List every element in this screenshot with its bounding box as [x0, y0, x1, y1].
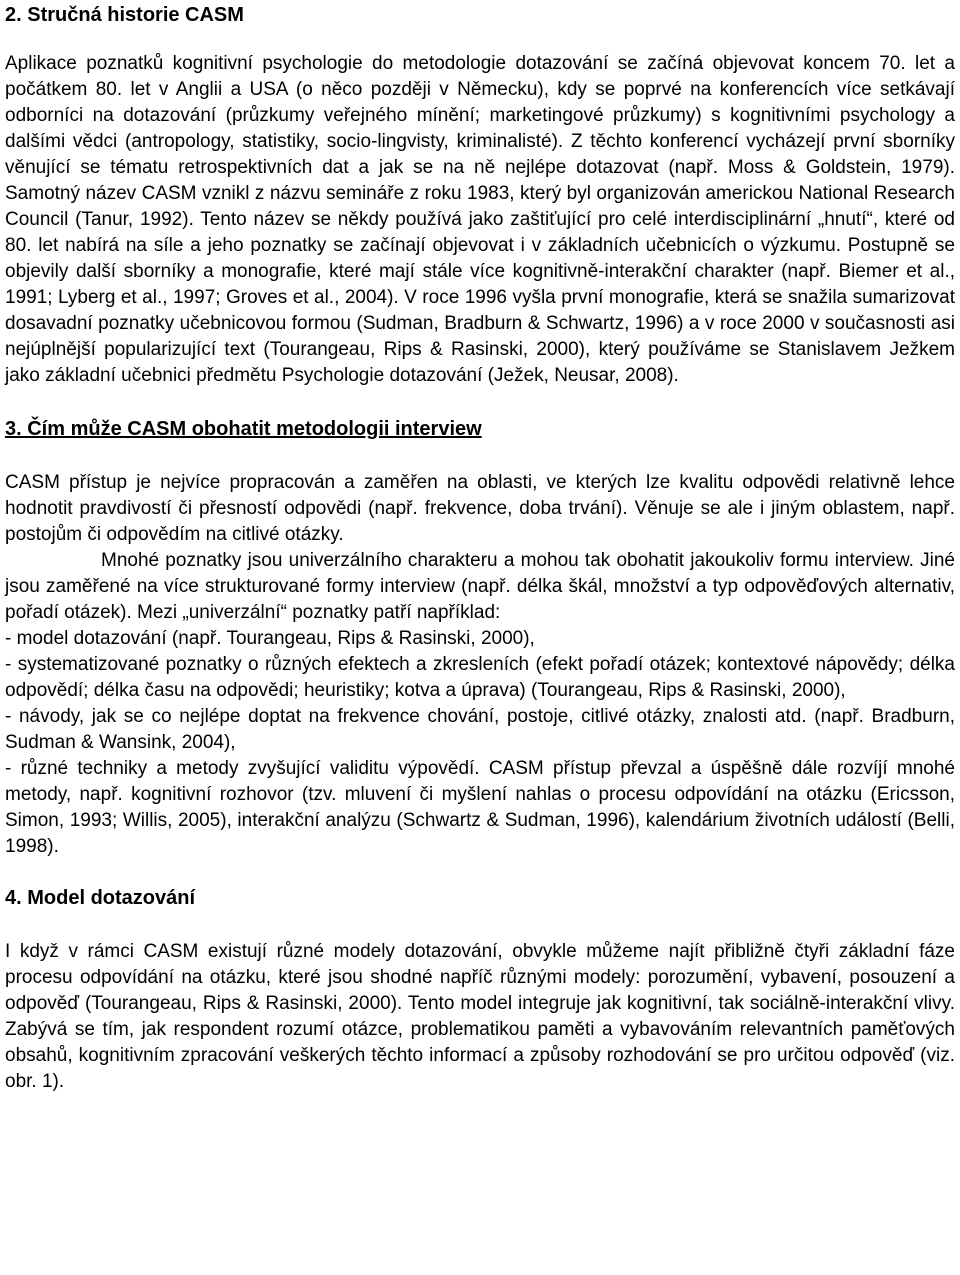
document-page: [5, 0, 955, 1095]
section-4-paragraph: I když v rámci CASM existují různé modely dotazování, obvykle můžeme najít přibližně čtyři základní fáze procesu odpovídání na otázku, které jsou shodné napříč různými modely: porozumění, vybavení, posouzení a odpověď (Tourangeau, Rips & Rasinski, 2000). Tento model integruje jak kognitivní, tak sociálně-interakční vlivy. Zabývá se tím, jak respondent rozumí otázce, problematikou paměti a vybavováním relevantních paměťových obsahů, kognitivním zpracování veškerých těchto informací a způsoby rozhodování se pro určitou odpověď (viz. obr. 1).: [5, 941, 955, 1092]
section-2-paragraph: Aplikace poznatků kognitivní psychologie do metodologie dotazování se začíná objevovat koncem 70. let a počátkem 80. let v Anglii a USA (o něco později v Německu), kdy se poprvé na konferencích více setkávají odborníci na dotazování (průzkumy veřejného mínění; marketingové průzkumy) s kognitivními psychology a dalšími vědci (antropology, statistiky, socio-lingvisty, kriminalisté). Z těchto konferencí vycházejí první sborníky věnující se tématu retrospektivních dat a jak se na ně nejlépe dotazovat (např. Moss & Goldstein, 1979). Samotný název CASM vznikl z názvu semináře z roku 1983, který byl organizován americkou National Research Council (Tanur, 1992). Tento název se někdy používá jako zaštiťující pro celé interdisciplinární „hnutí“, které od 80. let nabírá na síle a jeho poznatky se začínají objevovat i v základních učebnicích o výzkumu. Postupně se objevily další sborníky a monografie, které mají stále více kognitivně-interakční charakter (např. Biemer et al., 1991; Lyberg et al., 1997; Groves et al., 2004). V roce 1996 vyšla první monografie, která se snažila sumarizovat dosavadní poznatky učebnicovou formou (Sudman, Bradburn & Schwartz, 1996) a v roce 2000 v současnosti asi nejúplnější popularizující text (Tourangeau, Rips & Rasinski, 2000), který používáme se Stanislavem Ježkem jako základní učebnici předmětu Psychologie dotazování (Ježek, Neusar, 2008).: [5, 53, 955, 386]
section-3-heading: 3. Čím může CASM obohatit metodologii interview: [5, 418, 482, 440]
section-3-paragraph-2: Mnohé poznatky jsou univerzálního charakteru a mohou tak obohatit jakoukoliv formu interview. Jiné jsou zaměřené na více strukturované formy interview (např. délka škál, množství a typ odpověďových alternativ, pořadí otázek). Mezi „univerzální“ poznatky patří například:: [5, 550, 955, 623]
list-item: - systematizované poznatky o různých efektech a zkresleních (efekt pořadí otázek; kontextové nápovědy; délka odpovědí; délka času na odpovědi; heuristiky; kotva a úprava) (Tourangeau, Rips & Rasinski, 2000),: [5, 654, 955, 701]
section-4-heading: 4. Model dotazování: [5, 887, 196, 909]
list-item: - návody, jak se co nejlépe doptat na frekvence chování, postoje, citlivé otázky, znalosti atd. (např. Bradburn, Sudman & Wansink, 2004),: [5, 706, 955, 753]
list-item: - model dotazování (např. Tourangeau, Rips & Rasinski, 2000),: [5, 628, 535, 649]
section-2-heading: 2. Stručná historie CASM: [5, 4, 244, 26]
section-3-paragraph-1: CASM přístup je nejvíce propracován a zaměřen na oblasti, ve kterých lze kvalitu odpovědi relativně lehce hodnotit pravdivostí či přesností odpovědi (např. frekvence, doba trvání). Věnuje se ale i jiným oblastem, např. postojům či odpovědím na citlivé otázky.: [5, 472, 955, 545]
list-item: - různé techniky a metody zvyšující validitu výpovědí. CASM přístup převzal a úspěšně dále rozvíjí mnohé metody, např. kognitivní rozhovor (tzv. mluvení či myšlení nahlas o procesu odpovídání na otázku (Ericsson, Simon, 1993; Willis, 2005), interakční analýzu (Schwartz & Sudman, 1996), kalendárium životních událostí (Belli, 1998).: [5, 758, 955, 857]
